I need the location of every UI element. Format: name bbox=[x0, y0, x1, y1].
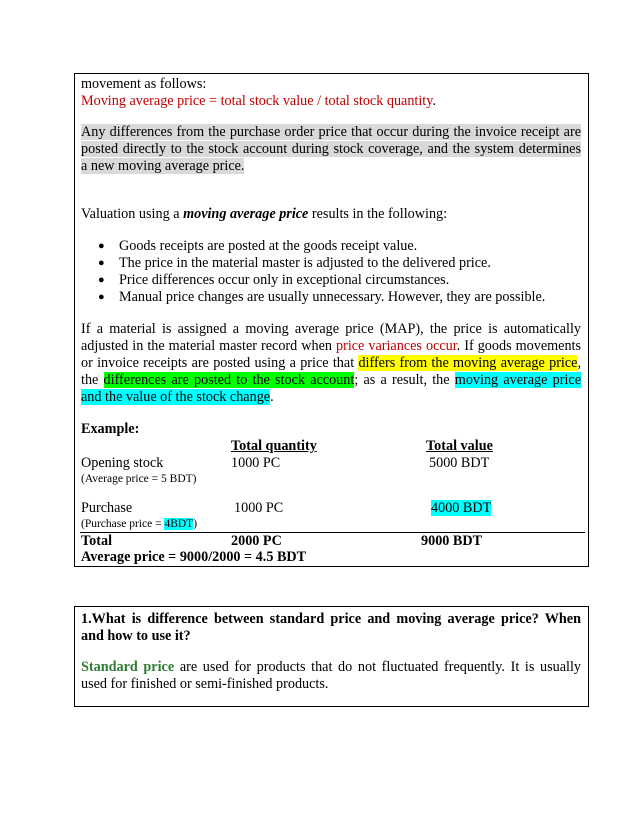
highlight-green: differences are posted to the stock account bbox=[103, 372, 355, 388]
standard-price-term: Standard price bbox=[81, 659, 175, 675]
highlight-yellow: differs from the moving average price bbox=[358, 355, 578, 371]
highlight-cyan: and the value of the stock change bbox=[81, 389, 271, 405]
bullet-item-3: Price differences occur only in exceptional circumstances. bbox=[119, 272, 450, 288]
formula-text: Moving average price = total stock value / total stock quantity bbox=[81, 93, 433, 109]
formula-line bbox=[81, 93, 436, 110]
row-purchase-qty: 1000 PC bbox=[234, 500, 284, 516]
row-opening-value: 5000 BDT bbox=[429, 455, 490, 471]
example-heading: Example: bbox=[81, 421, 140, 437]
bullet-icon: ● bbox=[98, 274, 105, 286]
row-purchase-value: 4000 BDT bbox=[431, 500, 492, 516]
price-variances-text: price variances occur bbox=[336, 338, 457, 354]
total-label: Total bbox=[81, 533, 113, 549]
average-price-line: Average price = 9000/2000 = 4.5 BDT bbox=[81, 549, 307, 565]
question-line-2: and how to use it? bbox=[81, 628, 191, 644]
diff-para-line-1: Any differences from the purchase order price that occur during the invoice receipt are bbox=[81, 124, 581, 140]
column-header-value: Total value bbox=[426, 438, 493, 454]
question-line-1: 1.What is difference between standard price and moving average price? When bbox=[81, 611, 581, 627]
formula-period: . bbox=[432, 93, 436, 109]
valuation-line: Valuation using a moving average price results in the following: bbox=[81, 206, 448, 222]
bullet-icon: ● bbox=[98, 240, 105, 252]
diff-para-line-2: posted directly to the stock account during stock coverage, and the system determines bbox=[81, 141, 581, 157]
bullet-icon: ● bbox=[98, 257, 105, 269]
total-value: 9000 BDT bbox=[421, 533, 483, 549]
map-para-line-1: If a material is assigned a moving average price (MAP), the price is automatically bbox=[81, 321, 581, 337]
intro-text: movement as follows: bbox=[81, 76, 207, 92]
total-qty: 2000 PC bbox=[231, 533, 282, 549]
map-para-line-2: adjusted in the material master record when price variances occur. If goods movements bbox=[81, 338, 582, 354]
diff-para-line-3: a new moving average price. bbox=[81, 158, 245, 174]
row-purchase-label: Purchase bbox=[81, 500, 133, 516]
row-opening-note: (Average price = 5 BDT) bbox=[81, 473, 197, 485]
bullet-item-2: The price in the material master is adjusted to the delivered price. bbox=[119, 255, 491, 271]
column-header-quantity: Total quantity bbox=[231, 438, 317, 454]
highlight-cyan: moving average price bbox=[454, 372, 581, 388]
answer-line-2: used for finished or semi-finished products. bbox=[81, 676, 329, 692]
row-purchase-note: (Purchase price = 4BDT) bbox=[81, 518, 198, 530]
row-opening-qty: 1000 PC bbox=[231, 455, 281, 471]
total-divider bbox=[80, 532, 585, 533]
bullet-item-1: Goods receipts are posted at the goods receipt value. bbox=[119, 238, 418, 254]
map-para-line-3: or invoice receipts are posted using a price that differs from the moving average price, bbox=[81, 355, 581, 371]
bullet-item-4: Manual price changes are usually unnecessary. However, they are possible. bbox=[119, 289, 546, 305]
answer-line-1: Standard price are used for products that do not fluctuated frequently. It is usually bbox=[81, 659, 582, 675]
valuation-term: moving average price bbox=[183, 206, 309, 222]
row-opening-label: Opening stock bbox=[81, 455, 164, 471]
bullet-icon: ● bbox=[98, 291, 105, 303]
map-para-line-5: and the value of the stock change. bbox=[81, 389, 274, 405]
map-para-line-4: the differences are posted to the stock account; as a result, the moving average price bbox=[81, 372, 581, 388]
